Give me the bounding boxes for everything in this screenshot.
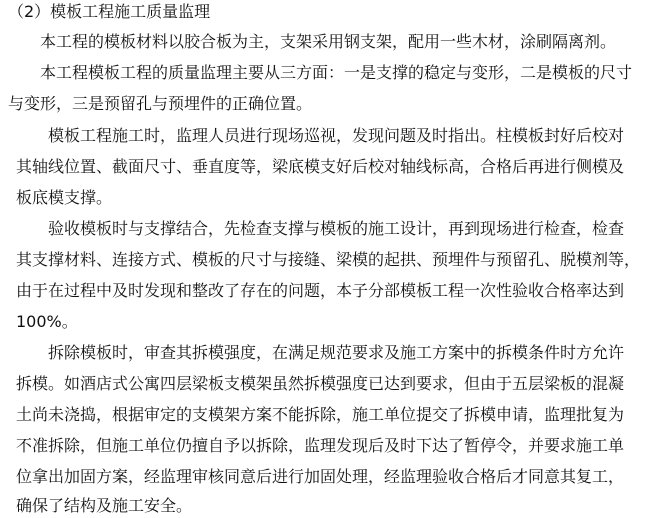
paragraph-4-line-2: 其支撑材料、连接方式、模板的尺寸与接缝、梁模的起拱、预埋件与预留孔、脱模剂等， xyxy=(16,250,641,269)
section-heading: （2）模板工程施工质量监理 xyxy=(8,2,211,21)
paragraph-5-line-6: 确保了结构及施工安全。 xyxy=(16,496,193,515)
paragraph-5-line-5: 位拿出加固方案，经监理审核同意后进行加固处理，经监理验收合格后才同意其复工， xyxy=(16,467,625,486)
paragraph-5-line-3: 土尚未浇捣，根据审定的支模架方案不能拆除，施工单位提交了拆模申请，监理批复为 xyxy=(16,405,625,424)
paragraph-5-line-4: 不准拆除，但施工单位仍擅自予以拆除，监理发现后及时下达了暂停令，并要求施工单 xyxy=(16,436,625,455)
paragraph-2-line-1: 本工程模板工程的质量监理主要从三方面：一是支撑的稳定与变形，二是模板的尺寸 xyxy=(40,63,633,82)
paragraph-3-line-1: 模板工程施工时，监理人员进行现场巡视，发现问题及时指出。柱模板封好后校对 xyxy=(48,126,625,145)
paragraph-4-line-1: 验收模板时与支撑结合，先检查支撑与模板的施工设计，再到现场进行检查，检查 xyxy=(48,219,625,238)
paragraph-3-line-3: 板底模支撑。 xyxy=(16,188,113,207)
paragraph-1-line-1: 本工程的模板材料以胶合板为主，支架采用钢支架，配用一些木材，涂刷隔离剂。 xyxy=(40,32,617,51)
paragraph-4-line-3: 由于在过程中及时发现和整改了存在的问题，本子分部模板工程一次性验收合格率达到 xyxy=(16,281,625,300)
paragraph-3-line-2: 其轴线位置、截面尺寸、垂直度等，梁底模支好后校对轴线标高，合格后再进行侧模及 xyxy=(16,157,625,176)
paragraph-5-line-1: 拆除模板时，审查其拆模强度，在满足规范要求及施工方案中的拆模条件时方允许 xyxy=(48,343,625,362)
paragraph-4-line-4: 100%。 xyxy=(16,312,78,331)
paragraph-2-line-2: 与变形，三是预留孔与预埋件的正确位置。 xyxy=(8,94,313,113)
paragraph-5-line-2: 拆模。如酒店式公寓四层梁板支模架虽然拆模强度已达到要求，但由于五层梁板的混凝 xyxy=(16,374,625,393)
